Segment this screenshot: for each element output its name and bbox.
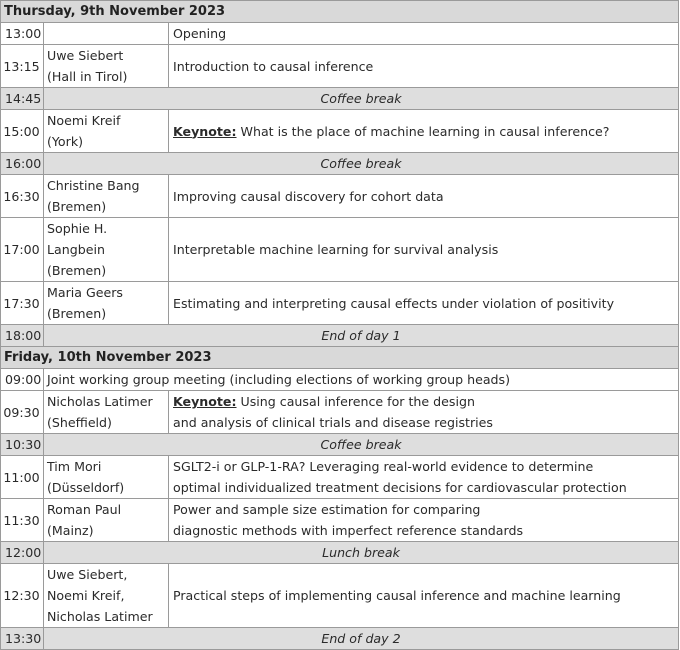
session-time: 13:00 [1,23,44,45]
speaker-line: (Bremen) [47,199,107,214]
speaker-cell [44,282,169,325]
session-row [1,110,679,153]
talk-title: Estimating and interpreting causal effects under violation of positivity [173,295,615,311]
talk-title: Practical steps of implementing causal inference and machine learning [173,588,621,603]
session-time: 09:30 [1,391,44,434]
speaker-line: Uwe Siebert, [47,567,128,582]
talk-title: Using causal inference for the design [240,394,475,409]
break-row [1,325,679,347]
talk-cell [169,175,679,218]
speaker-line: (Düsseldorf) [47,480,125,495]
day-header-row [1,347,679,369]
speaker-cell [44,499,169,542]
talk-title: Introduction to causal inference [173,58,374,74]
break-row [1,542,679,564]
speaker-cell [44,391,169,434]
speaker-line: (Sheffield) [47,415,112,430]
break-label: End of day 1 [44,325,679,347]
talk-title: Improving causal discovery for cohort data [173,188,444,204]
session-row [1,282,679,325]
session-time: 13:15 [1,45,44,88]
session-row [1,499,679,542]
talk-line [173,477,675,498]
session-time: 10:30 [1,434,44,456]
speaker-line: (York) [47,134,84,149]
speaker-cell [44,23,169,45]
session-row [1,391,679,434]
session-row [1,45,679,88]
talk-cell [169,564,679,628]
speaker-line: Tim Mori [47,459,102,474]
session-time: 15:00 [1,110,44,153]
talk-title: optimal individualized treatment decisions for cardiovascular protection [173,480,627,495]
day-title: Friday, 10th November 2023 [1,347,679,369]
talk-cell [169,45,679,88]
session-time: 13:30 [1,628,44,650]
talk-line [173,456,675,477]
break-row [1,628,679,650]
talk-title: What is the place of machine learning in causal inference? [240,123,610,139]
talk-line [173,391,675,412]
session-time: 14:45 [1,88,44,110]
keynote-label: Keynote: [173,123,237,139]
talk-cell [169,110,679,153]
session-time: 17:00 [1,218,44,282]
talk-cell [169,456,679,499]
break-label: Lunch break [44,542,679,564]
speaker-line: Langbein [47,242,105,257]
session-row [1,23,679,45]
session-title: Joint working group meeting (including elections of working group heads) [44,369,679,391]
session-row [1,369,679,391]
session-row [1,564,679,628]
session-time: 18:00 [1,325,44,347]
break-label: Coffee break [44,434,679,456]
speaker-line: (Bremen) [47,306,107,321]
session-time: 16:00 [1,153,44,175]
talk-title: and analysis of clinical trials and disease registries [173,415,493,430]
talk-title: Opening [173,26,227,41]
session-time: 16:30 [1,175,44,218]
talk-cell [169,499,679,542]
break-row [1,153,679,175]
speaker-cell [44,564,169,628]
speaker-line: Christine Bang [47,178,140,193]
talk-line [173,412,675,433]
speaker-line: Uwe Siebert [47,48,124,63]
break-row [1,88,679,110]
talk-title: SGLT2-i or GLP-1-RA? Leveraging real-world evidence to determine [173,459,594,474]
session-time: 12:00 [1,542,44,564]
talk-cell [169,218,679,282]
speaker-line: Noemi Kreif, [47,588,125,603]
speaker-cell [44,45,169,88]
talk-title: Interpretable machine learning for survival analysis [173,242,499,257]
speaker-line: Maria Geers [47,285,123,300]
day-header-row [1,1,679,23]
schedule-body [1,1,679,650]
speaker-line: Roman Paul [47,502,122,517]
talk-title: Power and sample size estimation for comparing [173,502,481,517]
session-time: 09:00 [1,369,44,391]
speaker-cell [44,218,169,282]
talk-line [173,499,675,520]
talk-cell [169,391,679,434]
talk-title: diagnostic methods with imperfect reference standards [173,523,524,538]
speaker-line: Noemi Kreif [47,113,121,128]
speaker-line: Nicholas Latimer [47,609,153,624]
speaker-line: (Mainz) [47,523,94,538]
talk-cell [169,23,679,45]
speaker-line: Nicholas Latimer [47,394,153,409]
session-time: 17:30 [1,282,44,325]
speaker-line: (Bremen) [47,263,107,278]
session-row [1,175,679,218]
talk-line [173,520,675,541]
session-time: 12:30 [1,564,44,628]
break-label: End of day 2 [44,628,679,650]
speaker-cell [44,456,169,499]
session-time: 11:00 [1,456,44,499]
day-title: Thursday, 9th November 2023 [1,1,679,23]
session-row [1,456,679,499]
session-time: 11:30 [1,499,44,542]
speaker-line: Sophie H. [47,221,108,236]
speaker-cell [44,175,169,218]
keynote-label: Keynote: [173,394,237,409]
talk-cell [169,282,679,325]
break-label: Coffee break [44,153,679,175]
speaker-line: (Hall in Tirol) [47,69,128,84]
session-row [1,218,679,282]
break-row [1,434,679,456]
break-label: Coffee break [44,88,679,110]
speaker-cell [44,110,169,153]
